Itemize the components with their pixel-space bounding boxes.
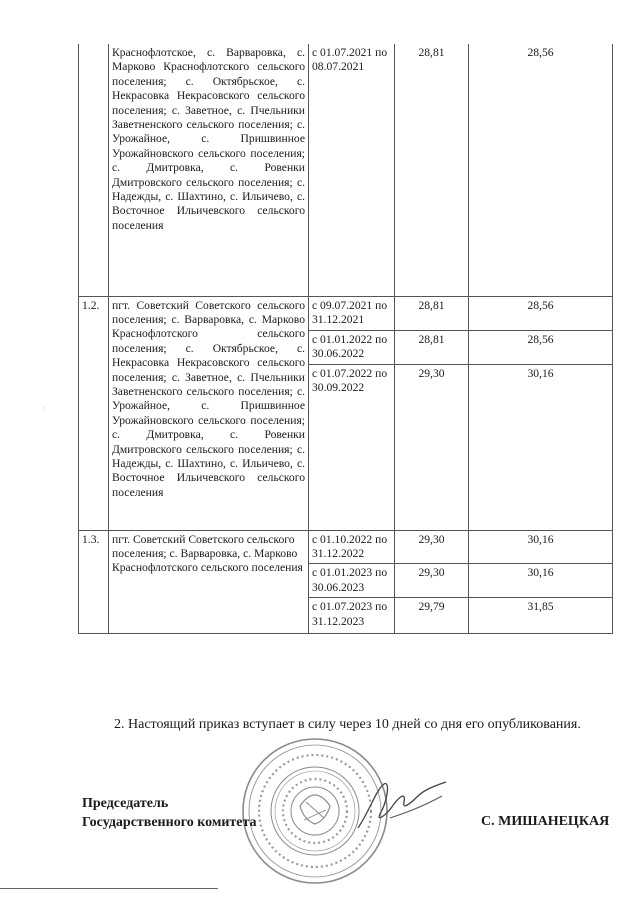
settlements-cell: пгт. Советский Советского сельского поселения; с. Варваровка, с. Марково Краснофлотского сельского поселения: [109, 530, 309, 634]
tariff-value-2: 30,16: [469, 364, 613, 530]
tariff-value-1: 29,79: [395, 598, 469, 634]
tariff-value-2: 30,16: [469, 530, 613, 564]
period-cell: с 01.01.2022 по 30.06.2022: [309, 330, 395, 364]
tariff-value-1: 29,30: [395, 364, 469, 530]
table-row: [79, 44, 613, 296]
tariff-value-1: 28,81: [395, 330, 469, 364]
handwritten-signature-icon: [350, 770, 460, 840]
period-cell: с 01.01.2023 по 30.06.2023: [309, 564, 395, 598]
period-cell: с 01.07.2021 по 08.07.2021: [309, 44, 395, 296]
period-cell: с 09.07.2021 по 31.12.2021: [309, 296, 395, 330]
tariff-value-2: 28,56: [469, 44, 613, 296]
table-row: [79, 296, 613, 330]
period-cell: с 01.07.2022 по 30.09.2022: [309, 364, 395, 530]
tariff-value-1: 29,30: [395, 530, 469, 564]
tariff-value-2: 28,56: [469, 330, 613, 364]
tariff-value-1: 28,81: [395, 296, 469, 330]
row-number: 1.2.: [79, 296, 109, 530]
table-row: [79, 530, 613, 564]
row-number: [79, 44, 109, 296]
signatory-title: [82, 794, 257, 832]
bottom-divider: [0, 888, 218, 889]
effective-date-paragraph: 2. Настоящий приказ вступает в силу через 10 дней со дня его опубликования.: [114, 717, 581, 732]
signatory-title-line1: Председатель: [82, 796, 169, 811]
scan-speck: ·: [42, 404, 45, 413]
signatory-title-line2: Государственного комитета: [82, 815, 257, 830]
tariff-value-2: 30,16: [469, 564, 613, 598]
tariff-value-2: 31,85: [469, 598, 613, 634]
tariff-table: [78, 44, 613, 634]
tariff-value-1: 28,81: [395, 44, 469, 296]
period-cell: с 01.07.2023 по 31.12.2023: [309, 598, 395, 634]
settlements-cell: пгт. Советский Советского сельского поселения; с. Варваровка, с. Марково Краснофлотского сельского поселения; с. Октябрьское, с. Некрасовка Некрасовского сельского поселения; с. Заветное, с. Пчельники Заветненского сельского поселения; с. Урожайное, с. Пришвинное Урожайновского сельского поселения; с. Дмитровка, с. Ровенки Дмитровского сельского поселения; с. Надежды, с. Шахтино, с. Ильичево, с. Восточное Ильичевского сельского поселения: [109, 296, 309, 530]
period-cell: с 01.10.2022 по 31.12.2022: [309, 530, 395, 564]
settlements-cell: Краснофлотское, с. Варваровка, с. Марково Краснофлотского сельского поселения; с. Октябрьское, с. Некрасовка Некрасовского сельского поселения; с. Заветное, с. Пчельники Заветненского сельского поселения; с. Урожайное, с. Пришвинное Урожайновского сельского поселения; с. Дмитровка, с. Ровенки Дмитровского сельского поселения; с. Надежды, с. Шахтино, с. Ильичево, с. Восточное Ильичевского сельского поселения: [109, 44, 309, 296]
tariff-value-2: 28,56: [469, 296, 613, 330]
signatory-name: С. МИШАНЕЦКАЯ: [481, 814, 610, 829]
tariff-value-1: 29,30: [395, 564, 469, 598]
row-number: 1.3.: [79, 530, 109, 634]
